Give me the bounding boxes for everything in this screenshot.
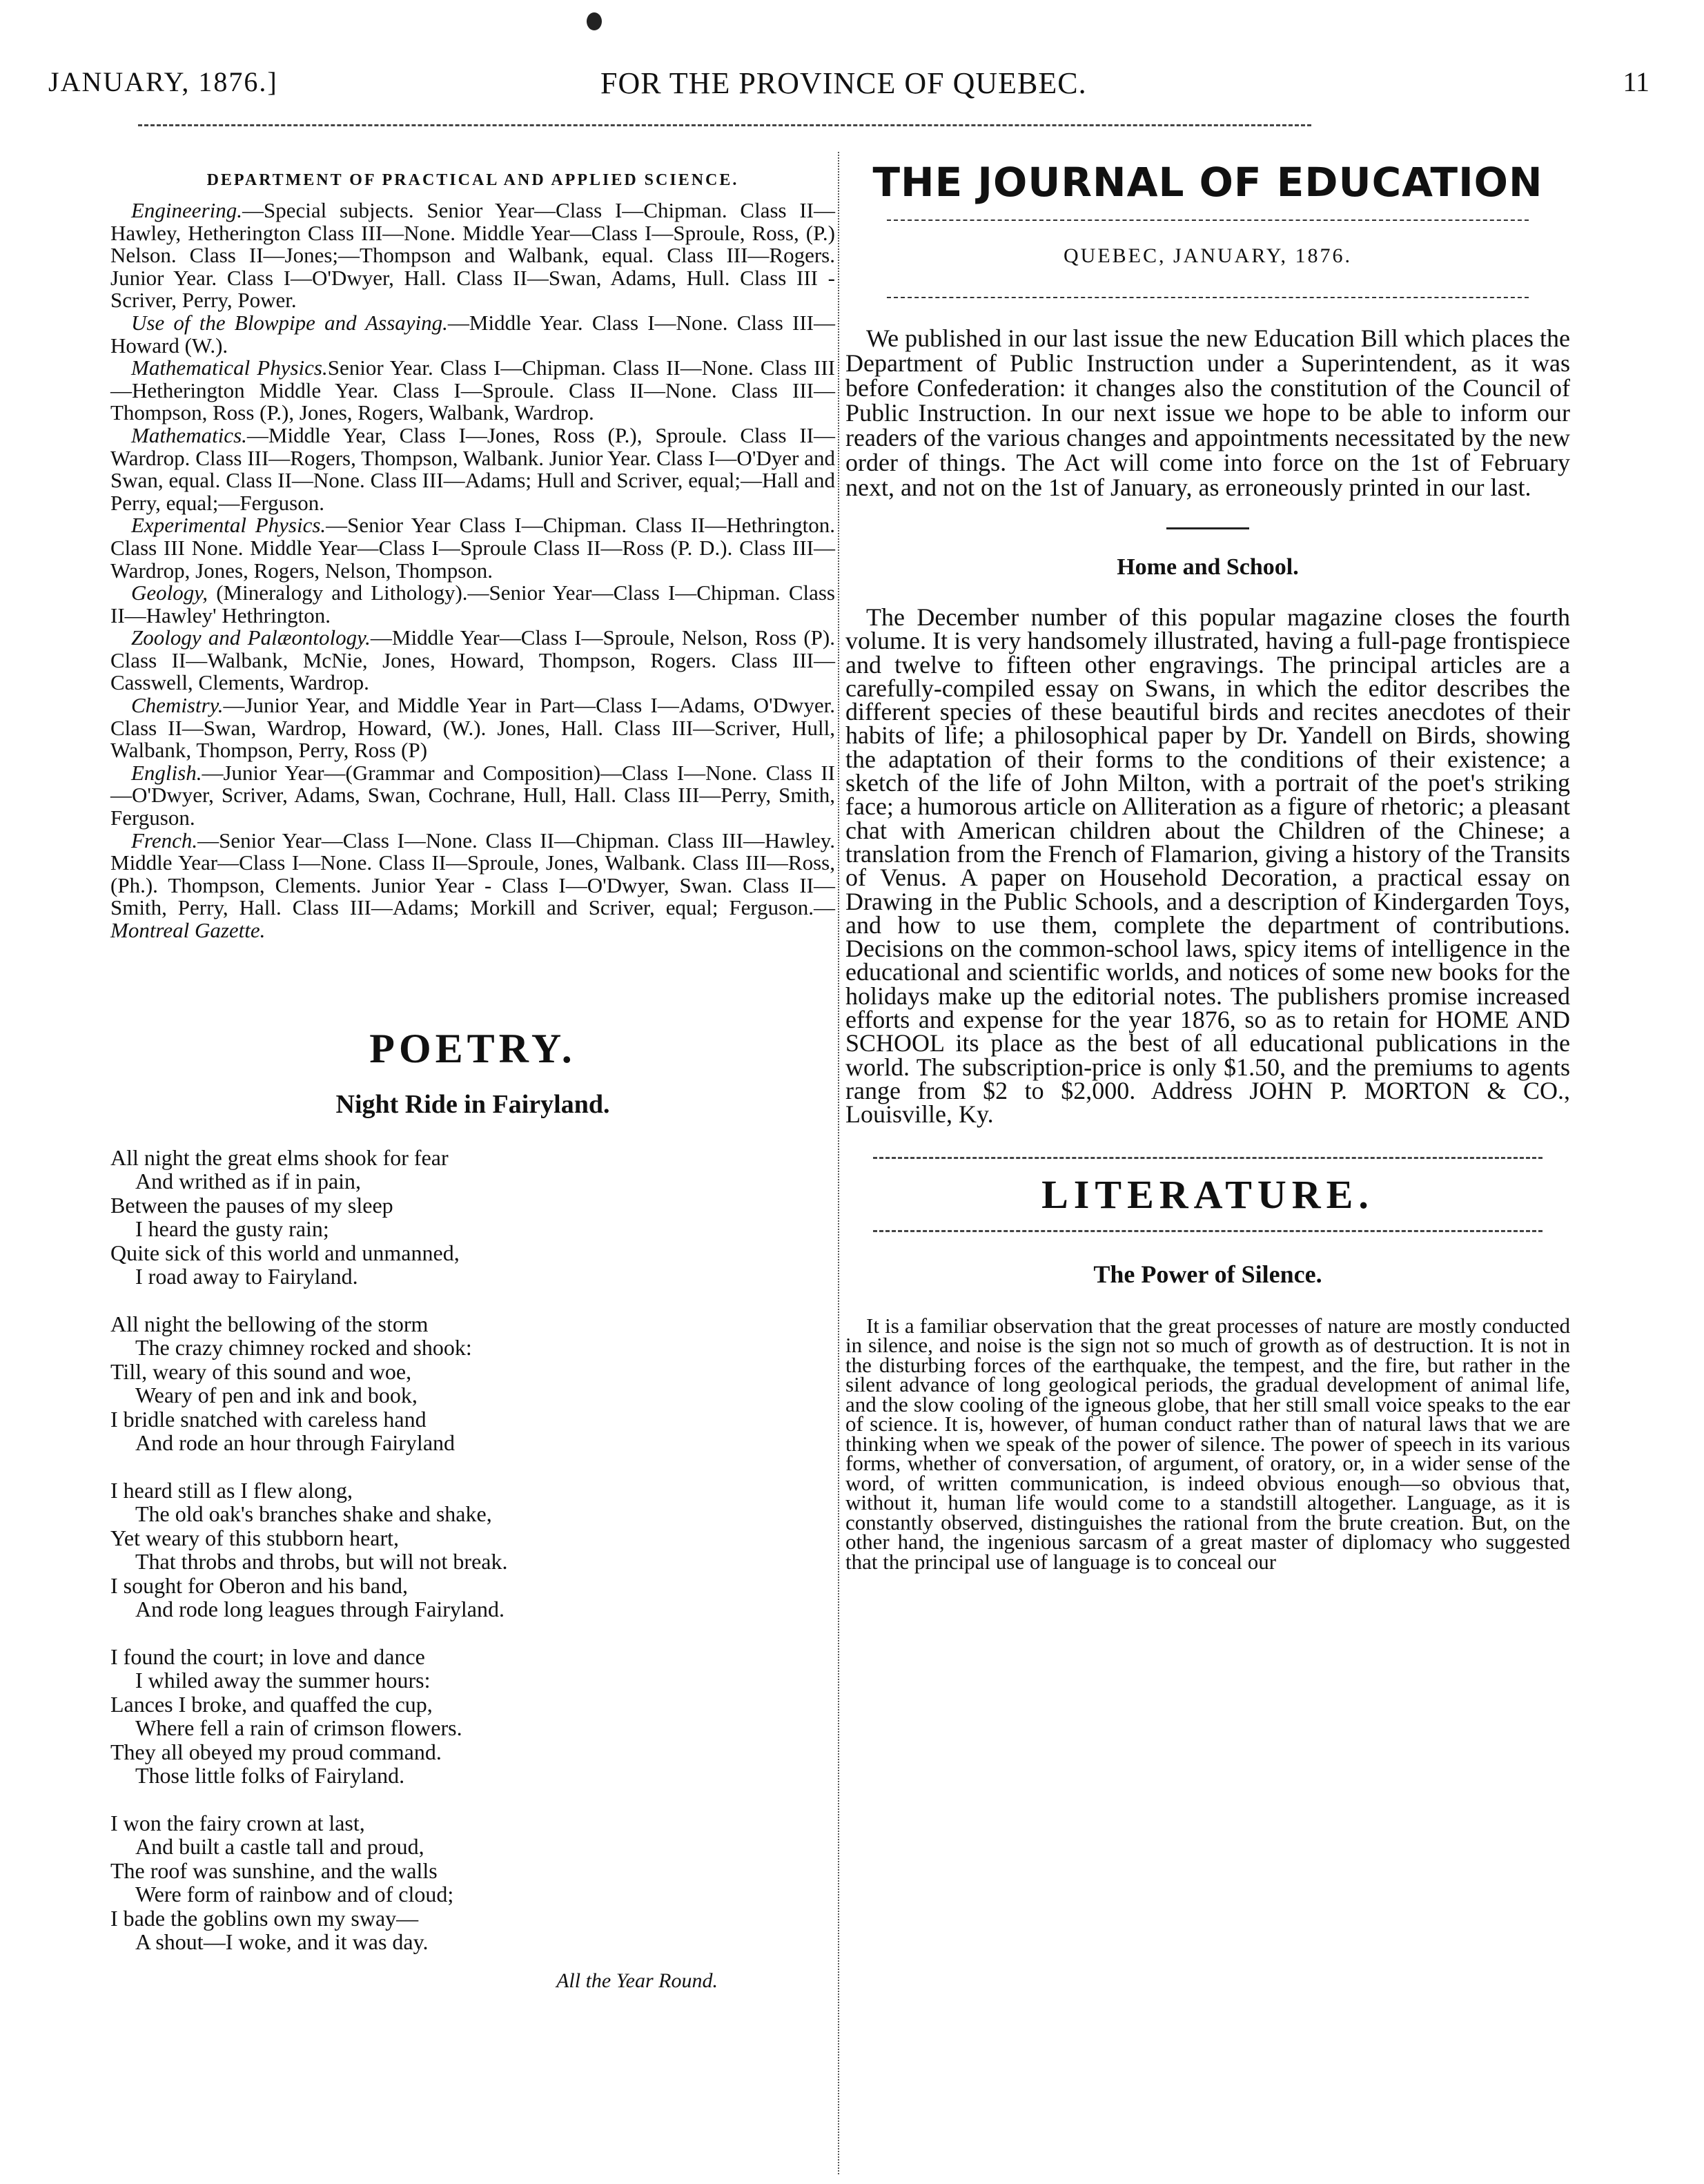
poem-line: The roof was sunshine, and the walls [110, 1858, 438, 1883]
left-column [110, 159, 835, 1993]
poem-stanza [110, 1146, 835, 1289]
subject-results: Senior Year. Class I—Chipman. Class II—None. Class III—Hetherington Middle Year. Class I—Sproule. Class II—None. Class III—Thompson, Ross (P.), Jones, Rogers, Walbank, Wardrop. [110, 355, 835, 425]
column-divider [838, 152, 839, 2174]
header-title: FOR THE PROVINCE OF QUEBEC. [600, 66, 1087, 100]
poem-body [110, 1146, 835, 1954]
journal-title: THE JOURNAL OF EDUCATION [872, 159, 1543, 206]
subject-results: —Junior Year—(Grammar and Composition)—Class I—None. Class II—O'Dwyer, Scriver, Adams, Swan, Cochrane, Hull, Hall. Class III—Perry, Smith, Ferguson. [110, 760, 835, 830]
science-entry [110, 312, 835, 357]
home-school-heading: Home and School. [1117, 554, 1299, 580]
poem-line: I bridle snatched with careless hand [110, 1406, 427, 1432]
poem-line: And writhed as if in pain, [135, 1169, 362, 1194]
science-entry [110, 422, 835, 515]
title-rule [887, 220, 1529, 221]
subject-name: Mathematical Physics. [131, 355, 328, 380]
subject-results: —Junior Year, and Middle Year in Part—Class I—Adams, O'Dwyer. Class II—Swan, Wardrop, Howard, (W.). Jones, Hall. Class III—Scriver, Hull, Walbank, Thompson, Perry, Ross (P) [110, 693, 835, 763]
poem-stanza [110, 1811, 835, 1954]
poem-line: They all obeyed my proud command. [110, 1739, 442, 1764]
poem-attribution: All the Year Round. [556, 1969, 718, 1992]
dept-heading: DEPARTMENT OF PRACTICAL AND APPLIED SCIENCE. [206, 171, 739, 189]
subject-results: —Middle Year—Class I—Sproule, Nelson, Ross (P). Class II—Walbank, McNie, Jones, Howard, Thompson, Rogers. Class III—Casswell, Clements, Wardrop. [110, 625, 835, 695]
poem-title: Night Ride in Fairyland. [335, 1089, 610, 1119]
poem-stanza [110, 1479, 835, 1621]
literature-rule-bottom [873, 1230, 1543, 1232]
subject-name: Experimental Physics. [131, 513, 326, 538]
poem-line: I bade the goblins own my sway— [110, 1905, 419, 1931]
science-entry [110, 357, 835, 425]
page-header [48, 66, 1649, 107]
poem-line: The old oak's branches shake and shake, [135, 1501, 492, 1527]
subject-results: —Special subjects. Senior Year—Class I—Chipman. Class II—Hawley, Hetherington Class III—None. Middle Year—Class I—Sproule, Ross, (P.) Nelson. Class II—Jones;—Thompson and Walbank, equal. Class III—Rogers. Junior Year. Class I—O'Dwyer, Hall. Class II—Swan, Adams, Hull. Class III - Scriver, Perry, Power. [110, 198, 835, 313]
subject-results: —Senior Year Class I—Chipman. Class II—Hethrington. Class III None. Middle Year—Class I—Sproule Class II—Ross (P. D.). Class III—Wardrop, Jones, Rogers, Nelson, Thompson. [110, 513, 835, 583]
poem-line: I whiled away the summer hours: [135, 1668, 431, 1693]
poem-line: And rode long leagues through Fairyland. [135, 1597, 505, 1622]
poem-line: Between the pauses of my sleep [110, 1192, 393, 1218]
subject-name: French. [131, 828, 198, 852]
poem-stanza [110, 1312, 835, 1455]
subject-name: Chemistry. [131, 693, 224, 718]
poem-line: Were form of rainbow and of cloud; [135, 1882, 454, 1907]
poem-line: I won the fairy crown at last, [110, 1810, 365, 1835]
poem-line: Where fell a rain of crimson flowers. [135, 1715, 462, 1741]
literature-rule-top [873, 1157, 1543, 1159]
dateline-rule [887, 297, 1529, 298]
subject-results: —Middle Year, Class I—Jones, Ross (P.), Sproule. Class II—Wardrop. Class III—Rogers, Thompson, Walbank. Junior Year. Class I—O'Dyer and Swan, equal. Class II—None. Class III—Adams; Hull and Scriver, equal;—Hall and Perry, equal;—Ferguson. [110, 422, 835, 515]
poem-line: Till, weary of this sound and woe, [110, 1358, 412, 1384]
science-entry [110, 514, 835, 582]
poem-line: Lances I broke, and quaffed the cup, [110, 1691, 433, 1717]
poem-line: Weary of pen and ink and book, [135, 1383, 418, 1408]
science-entry [110, 627, 835, 694]
poem-line: All night the bellowing of the storm [110, 1311, 429, 1336]
poem-line: Yet weary of this stubborn heart, [110, 1525, 400, 1550]
power-of-silence-paragraph: It is a familiar observation that the great processes of nature are mostly conducted in silence, and noise is the sign not so much of growth as of destruction. It is not in the disturbing forces of the earthquake, the tempest, and the fire, but rather in the silent advance of long geological periods, the gradual development of animal life, and the slow cooling of the igneous globe, that her still small voice speaks to the ear of science. It is, however, of human conduct rather than of natural laws that we are thinking when we speak of the power of silence. The power of speech in its various forms, whether of conversation, of argument, of oratory, or, in a wider sense of the word, of written communication, is indeed obvious enough—so obvious that, without it, human life would come to a standstill altogether. Language, as it is constantly observed, distinguishes the rational from the brute creation. But, on the other hand, the ingenious sarcasm of a great master of diplomacy who suggested that the principal use of language is to conceal our [845, 1313, 1570, 1574]
header-date: JANUARY, 1876.] [48, 66, 278, 97]
right-column [845, 159, 1570, 1572]
poetry-heading: POETRY. [369, 1025, 576, 1071]
poem-line: Those little folks of Fairyland. [135, 1763, 405, 1788]
subject-results: —Senior Year—Class I—None. Class II—Chipman. Class III—Hawley. Middle Year—Class I—None. Class II—Sproule, Jones, Walbank. Class III—Ross, (Ph.). Thompson, Clements. Junior Year - Class I—O'Dwyer, Swan. Class II—Smith, Perry, Hall. Class III—Adams; Morkill and Scriver, equal; Ferguson.— [110, 828, 835, 920]
science-entry [110, 762, 835, 830]
source-credit: Montreal Gazette. [110, 918, 266, 942]
poem-line: The crazy chimney rocked and shook: [135, 1335, 472, 1361]
poem-line: All night the great elms shook for fear [110, 1144, 449, 1170]
subject-results: (Mineralogy and Lithology).—Senior Year—Class I—Chipman. Class II—Hawley' Hethrington. [110, 581, 835, 627]
header-rule [138, 124, 1311, 126]
science-entry [110, 199, 835, 312]
subject-results: —Middle Year. Class I—None. Class III—Howard (W.). [110, 310, 835, 358]
section-rule [1166, 527, 1249, 529]
power-of-silence-title: The Power of Silence. [1093, 1260, 1322, 1288]
science-results [110, 199, 835, 942]
ornament-dot [587, 12, 602, 30]
home-school-paragraph: The December number of this popular magazine closes the fourth volume. It is very handsomely illustrated, having a full-page frontispiece and twelve to fifteen other engravings. The principal articles are a carefully-compiled essay on Swans, in which the editor describes the different species of these beautiful birds and recites anecdotes of their habits of life; a philosophical paper by Dr. Yandell on Birds, showing the adaptation of their forms to the conditions of their existence; a sketch of the life of John Milton, with a portrait of the poet's striking face; a humorous article on Alliteration as a figure of rhetoric; a pleasant chat with American children about the Children of the Chinese; a translation from the French of Flamarion, giving a history of the Transits of Venus. A paper on Household Decoration, a practical essay on Drawing in the Public Schools, and a description of Kindergarden Toys, and how to use them, complete the department of contributions. Decisions on the common-school laws, spicy items of intelligence in the educational and scientific worlds, and notices of some new books for the holidays make up the editorial notes. The publishers promise increased efforts and expense for the year 1876, so as to retain for HOME AND SCHOOL its place as the best of all educational publications in the world. The subscription-price is only $1.50, and the premiums to agents range from $2 to $2,000. Address JOHN P. MORTON & CO., Louisville, Ky. [845, 603, 1570, 1129]
subject-name: Mathematics. [131, 422, 247, 447]
subject-name: Engineering. [131, 198, 242, 222]
subject-name: Geology, [131, 581, 208, 605]
poem-line: Quite sick of this world and unmanned, [110, 1240, 460, 1265]
science-entry [110, 582, 835, 627]
poem-line: And rode an hour through Fairyland [135, 1430, 456, 1456]
poem-line: I sought for Oberon and his band, [110, 1572, 409, 1598]
poem-line: I road away to Fairyland. [135, 1264, 358, 1289]
poem-stanza [110, 1645, 835, 1788]
subject-name: Zoology and Palæontology. [131, 625, 371, 650]
journal-dateline: QUEBEC, JANUARY, 1876. [1064, 244, 1352, 267]
science-entry [110, 830, 835, 942]
page-number: 11 [1623, 66, 1649, 97]
subject-name: Use of the Blowpipe and Assaying. [131, 310, 448, 335]
poem-line: That throbs and throbs, but will not break. [135, 1549, 508, 1574]
poem-line: And built a castle tall and proud, [135, 1834, 424, 1860]
editorial-paragraph: We published in our last issue the new Education Bill which places the Department of Public Instruction under a Superintendent, as it was before Confederation: it changes also the constitution of the Council of Public Instruction. In our next issue we hope to be able to inform our readers of the various changes and appointments necessitated by the new order of things. The Act will come into force on the 1st of February next, and not on the 1st of January, as erroneously printed in our last. [845, 324, 1570, 501]
poem-line: I heard the gusty rain; [135, 1216, 329, 1242]
literature-heading: LITERATURE. [1041, 1171, 1374, 1217]
poem-line: I heard still as I flew along, [110, 1477, 353, 1503]
poem-line: A shout—I woke, and it was day. [135, 1929, 429, 1955]
poem-line: I found the court; in love and dance [110, 1644, 425, 1669]
subject-name: English. [131, 760, 202, 785]
science-entry [110, 694, 835, 762]
